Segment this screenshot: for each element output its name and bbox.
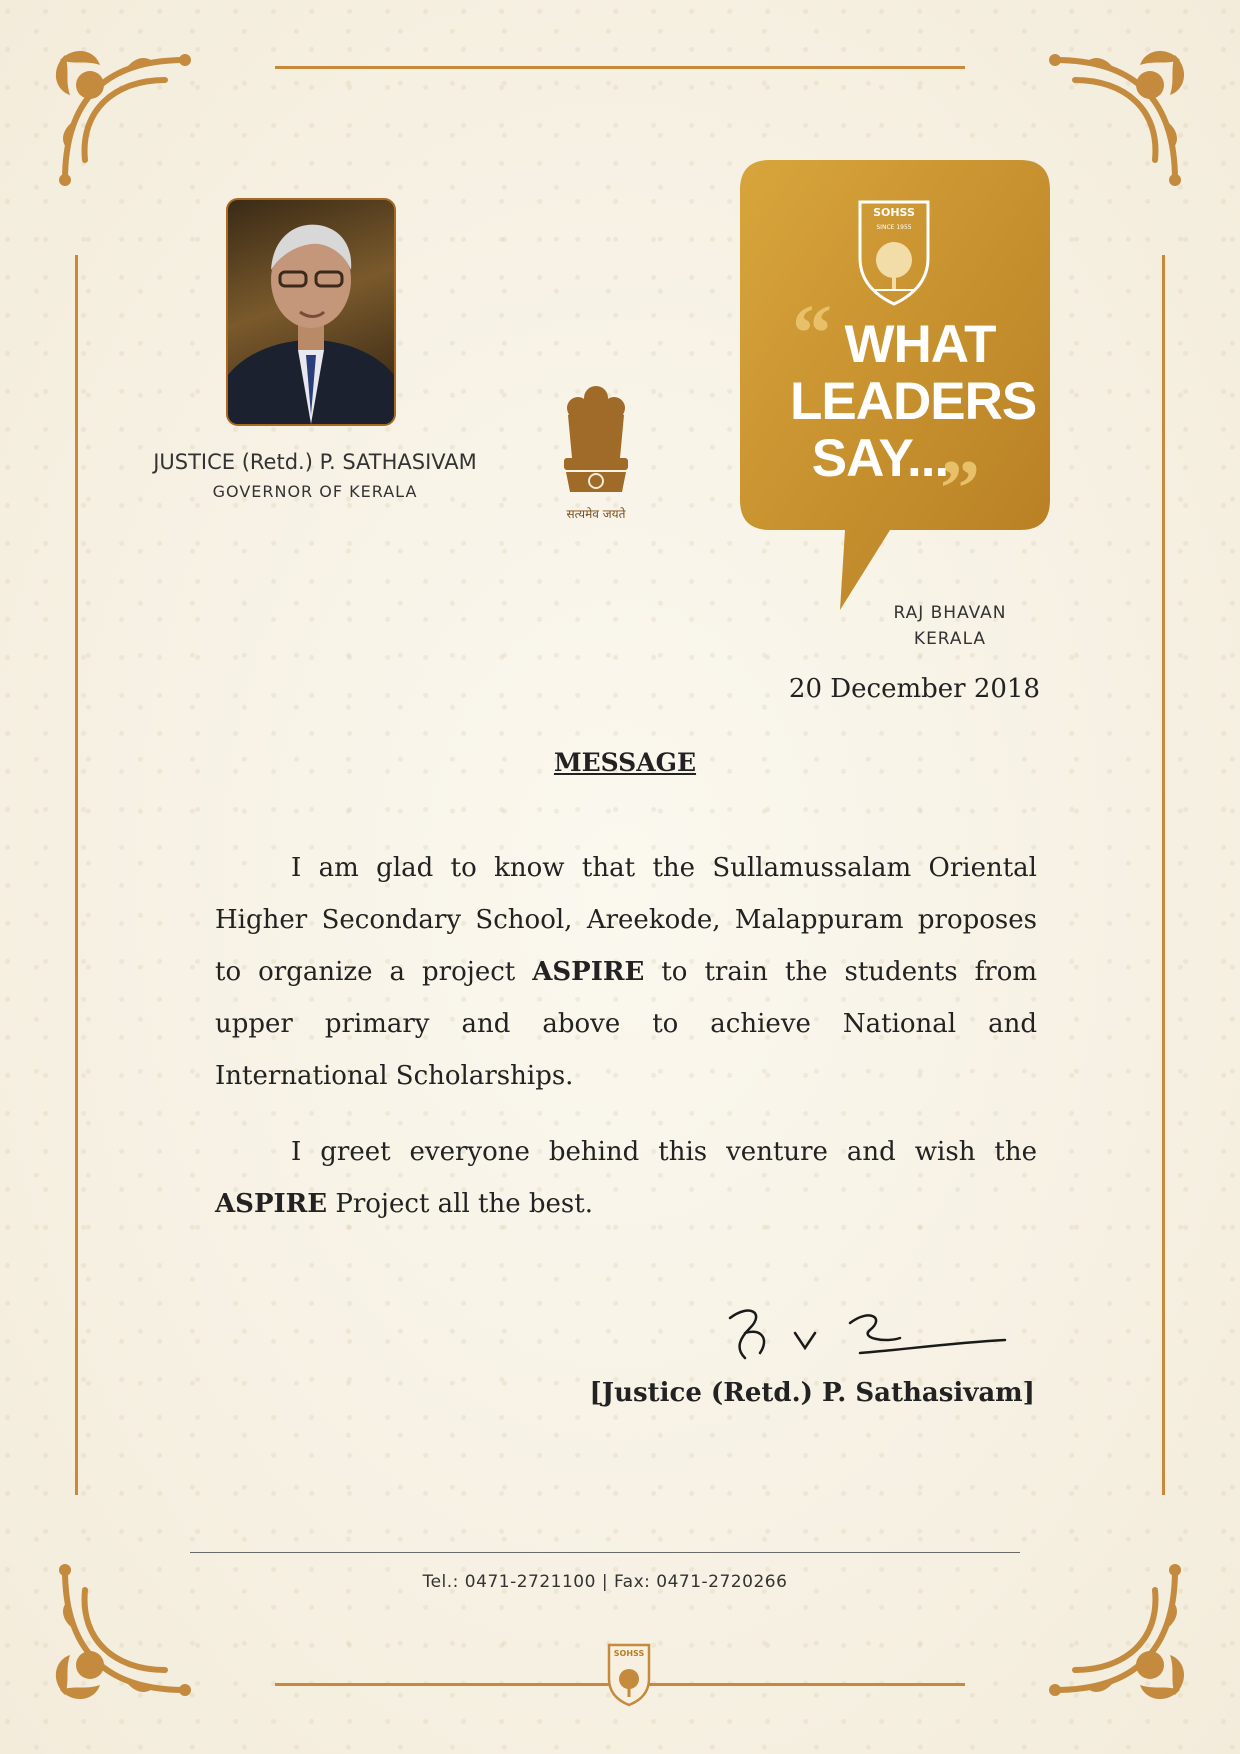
message-title: MESSAGE [553, 748, 697, 777]
emblem-motto: सत्यमेव जयते [566, 507, 626, 521]
sohss-since-text: SINCE 1955 [876, 224, 912, 231]
svg-text:”: ” [940, 445, 980, 533]
frame-right-line [1162, 255, 1165, 1495]
svg-text:“: “ [792, 290, 832, 378]
handwritten-signature [720, 1298, 1010, 1368]
quote-line-2: LEADERS [790, 372, 1037, 431]
corner-ornament-bottom-left [45, 1560, 195, 1710]
corner-ornament-bottom-right [1045, 1560, 1195, 1710]
corner-ornament-top-left [45, 40, 195, 190]
paragraph-2-bold: ASPIRE [215, 1189, 328, 1219]
footer-divider [190, 1552, 1020, 1553]
governor-portrait [226, 198, 396, 426]
paragraph-2-text-b: Project all the best. [327, 1189, 593, 1219]
footer-contact: Tel.: 0471-2721100 | Fax: 0471-2720266 [422, 1572, 788, 1592]
address-line-1: RAJ BHAVAN [893, 603, 1007, 623]
frame-top-line [275, 66, 965, 69]
letter-date: 20 December 2018 [788, 674, 1040, 704]
signatory-name: [Justice (Retd.) P. Sathasivam] [589, 1378, 1035, 1408]
message-paragraph-2 [215, 1126, 1037, 1230]
quote-line-3: SAY... [811, 429, 949, 488]
governor-title: GOVERNOR OF KERALA [212, 482, 418, 501]
national-emblem-icon [552, 380, 640, 520]
paragraph-2-text-a: I greet everyone behind this venture and wish the [291, 1137, 1037, 1167]
paragraph-1-bold: ASPIRE [532, 957, 645, 987]
portrait-illustration [228, 200, 394, 424]
quote-headline [790, 315, 1037, 488]
message-paragraph-1 [215, 842, 1037, 1102]
sohss-logo-text: SOHSS [873, 206, 915, 219]
corner-ornament-top-right [1045, 40, 1195, 190]
governor-name: JUSTICE (Retd.) P. SATHASIVAM [153, 450, 477, 474]
paragraph-1-text-b: to train the students from upper primary and above to achieve National and International Scholarships. [215, 957, 1038, 1091]
paragraph-1-text-a: I am glad to know that the Sullamussalam Oriental Higher Secondary School, Areekode, Malappuram proposes to organize a project [215, 853, 1037, 987]
footer-logo-text: SOHSS [613, 1649, 645, 1658]
address-line-2: KERALA [913, 629, 987, 649]
quote-line-1: WHAT [844, 315, 996, 374]
frame-left-line [75, 255, 78, 1495]
address-block [880, 600, 1020, 652]
